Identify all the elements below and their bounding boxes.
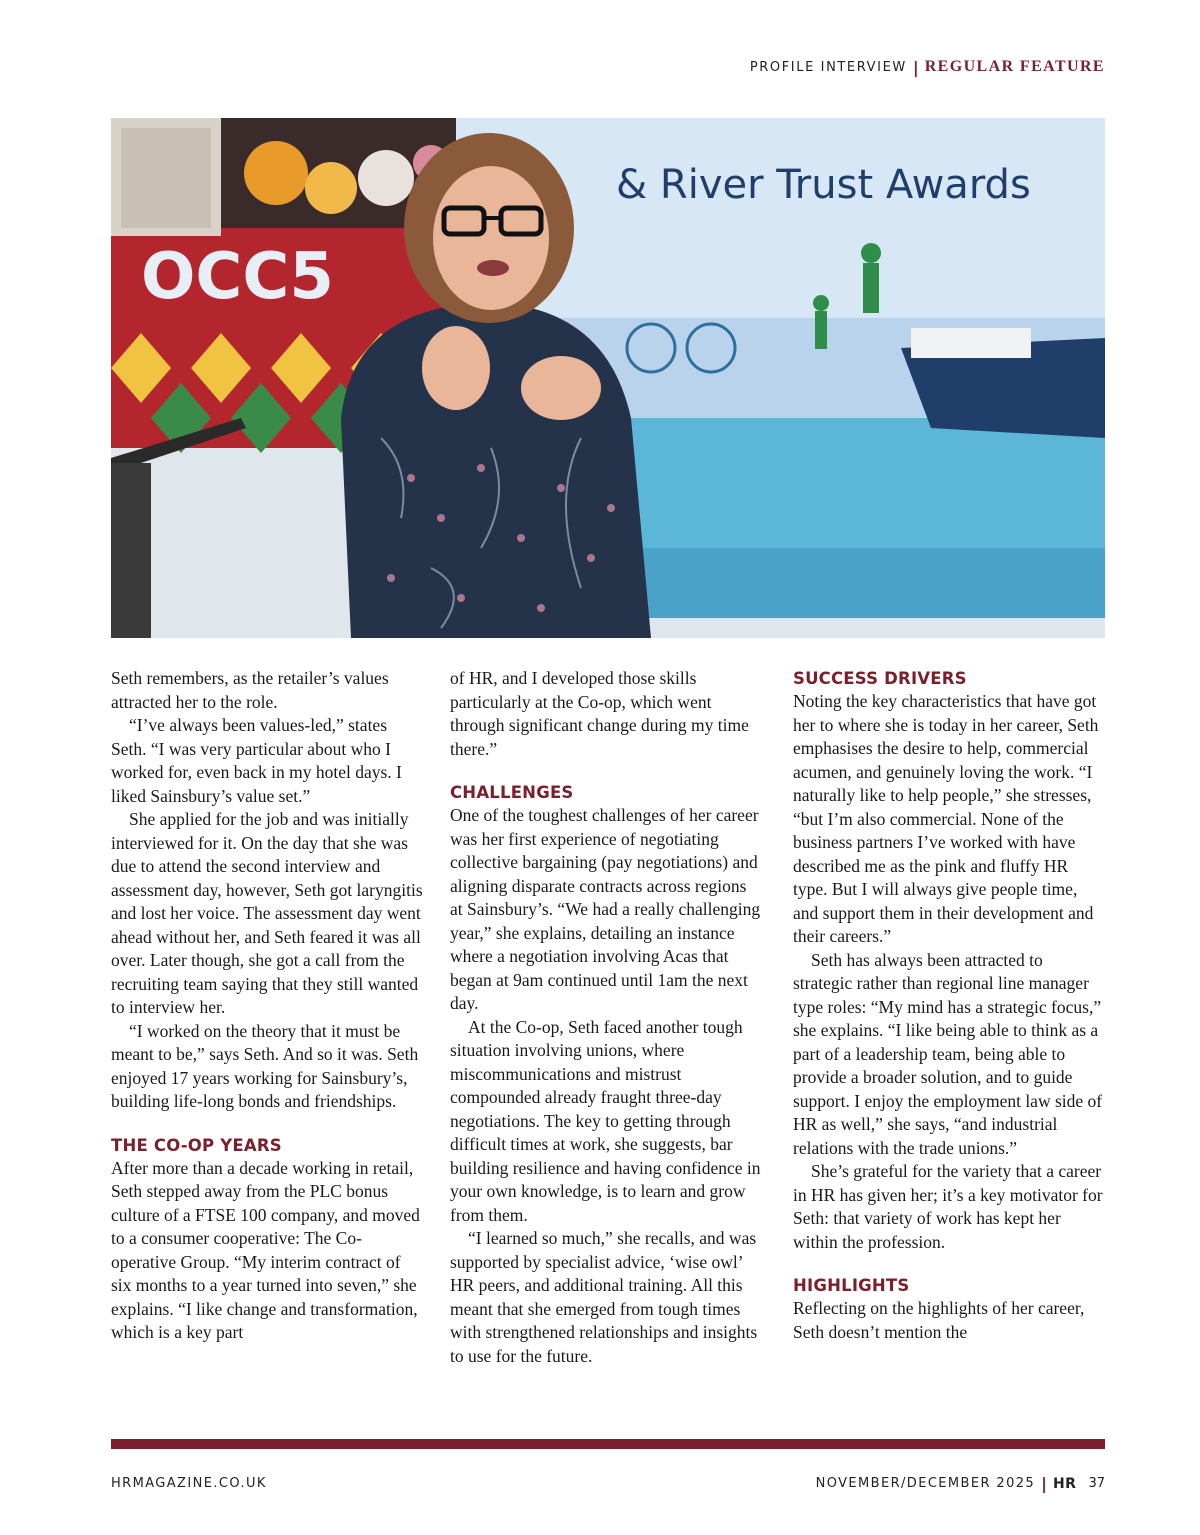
issue-date: NOVEMBER/DECEMBER 2025 [815, 1476, 1036, 1491]
section-heading-highlights: HIGHLIGHTS [793, 1276, 910, 1295]
footer-rule [111, 1439, 1105, 1449]
section-label: PROFILE INTERVIEW [749, 59, 907, 75]
photo-illustration [111, 118, 1105, 638]
paragraph: One of the toughest challenges of her career was her first experience of negotiating collective bargaining (pay negotiations) and aligning disparate contracts across regions at Sainsbury’s. “We had a really challenging year,” she explains, detailing an instance where a negotiation involving Acas that began at 9am continued until 1am the next day. [450, 805, 761, 1013]
paragraph: “I worked on the theory that it must be meant to be,” says Seth. And so it was. Seth enjoyed 17 years working for Sainsbury’s, building life-long bonds and friendships. [111, 1020, 419, 1111]
paragraph: Reflecting on the highlights of her career, Seth doesn’t mention the [793, 1298, 1085, 1342]
feature-photo [111, 118, 1105, 638]
footer-website: HRMAGAZINE.CO.UK [111, 1476, 267, 1491]
paragraph: Noting the key characteristics that have got her to where she is today in her career, Seth emphasises the desire to help, commercial acumen, and genuinely loving the work. “I naturally like to help people,” she stresses, “but I’m also commercial. None of the business partners I’ve worked with have described me as the pink and fluffy HR type. But I will always give people time, and support them in their development and their careers.” [793, 691, 1099, 946]
section-heading-challenges: CHALLENGES [450, 783, 574, 802]
paragraph: At the Co-op, Seth faced another tough situation involving unions, where miscommunications and mistrust compounded already fraught three-day negotiations. The key to getting through difficult times at work, she suggests, bar building resilience and having confidence in your own knowledge, is to learn and grow from them. [450, 1016, 761, 1225]
paragraph: Seth has always been attracted to strategic rather than regional line manager type roles: “My mind has a strategic focus,” she explains. “I like being able to think as a part of a leadership team, being able to provide a broader solution, and to guide support. I enjoy the employment law side of HR as well,” she says, “and industrial relations with the trade unions.” [793, 949, 1103, 1158]
text-column-2 [450, 667, 762, 1368]
section-heading-coop-years: THE CO-OP YEARS [111, 1135, 282, 1155]
header-separator: | [912, 57, 919, 77]
paragraph: Seth remembers, as the retailer’s values attracted her to the role. [111, 668, 389, 712]
paragraph: She’s grateful for the variety that a career in HR has given her; it’s a key motivator for Seth: that variety of work has kept her within the profession. [793, 1161, 1103, 1252]
paragraph: “I’ve always been values-led,” states Seth. “I was very particular about who I worked for, even back in my hotel days. I liked Sainsbury’s value set.” [111, 715, 402, 806]
paragraph: of HR, and I developed those skills particularly at the Co-op, which went through significant change during my time there.” [450, 668, 749, 759]
magazine-name: HR [1052, 1475, 1077, 1492]
text-column-3 [793, 667, 1105, 1344]
footer-issue-info [816, 1474, 1105, 1493]
paragraph: After more than a decade working in retail, Seth stepped away from the PLC bonus culture of a FTSE 100 company, and moved to a consumer cooperative: The Co-operative Group. “My interim contract of six months to a year turned into seven,” she explains. “I like change and transformation, which is a key part [111, 1157, 420, 1342]
paragraph: She applied for the job and was initially interviewed for it. On the day that she was due to attend the second interview and assessment day, however, Seth got laryngitis and lost her voice. The assessment day went ahead without her, and Seth feared it was all over. Later though, she got a call from the recruiting team saying that they still wanted to interview her. [111, 809, 423, 1017]
banner-letters: OCC5 [141, 240, 334, 314]
speaker-figure [341, 308, 651, 638]
page-number: 37 [1088, 1476, 1105, 1491]
feature-label: REGULAR FEATURE [924, 58, 1105, 75]
screen-title: & River Trust Awards [616, 162, 1031, 208]
footer-separator: | [1041, 1474, 1047, 1493]
section-heading-success-drivers: SUCCESS DRIVERS [793, 669, 967, 688]
text-column-1 [111, 667, 423, 1345]
paragraph: “I learned so much,” she recalls, and was supported by specialist advice, ‘wise owl’ HR peers, and additional training. All this meant that she emerged from tough times with strengthened relationships and insights to use for the future. [450, 1228, 758, 1366]
running-header [750, 56, 1105, 78]
